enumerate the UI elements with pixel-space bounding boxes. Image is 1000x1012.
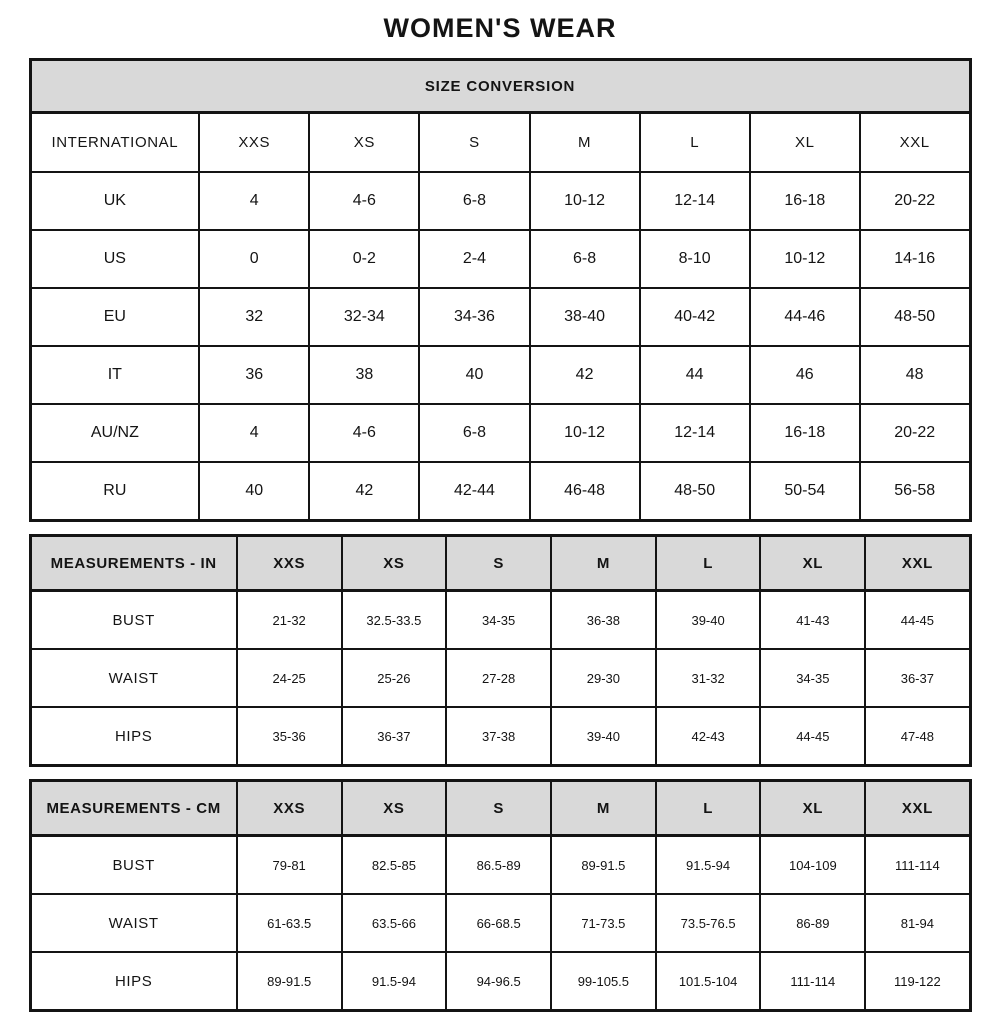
value-cell: 8-10 (640, 230, 750, 288)
value-cell: 89-91.5 (237, 952, 342, 1011)
value-cell: 0-2 (309, 230, 419, 288)
value-cell: 20-22 (860, 404, 970, 462)
value-cell: 4 (199, 172, 309, 230)
table-row (30, 894, 970, 952)
value-cell: 66-68.5 (446, 894, 551, 952)
page-title: WOMEN'S WEAR (383, 13, 617, 43)
size-conversion-title-row (30, 60, 970, 113)
value-cell: 37-38 (446, 707, 551, 766)
row-label: RU (30, 462, 199, 521)
value-cell: 86-89 (760, 894, 865, 952)
value-cell: 119-122 (865, 952, 970, 1011)
row-label: HIPS (30, 952, 237, 1011)
size-header-l: L (640, 113, 750, 173)
value-cell: 34-35 (446, 591, 551, 650)
value-cell: 34-35 (760, 649, 865, 707)
value-cell: 99-105.5 (551, 952, 656, 1011)
row-label: WAIST (30, 894, 237, 952)
value-cell: 56-58 (860, 462, 970, 521)
value-cell: 38-40 (530, 288, 640, 346)
table-row (30, 707, 970, 766)
value-cell: 44 (640, 346, 750, 404)
value-cell: 10-12 (530, 404, 640, 462)
row-label: BUST (30, 836, 237, 895)
table-row (30, 462, 970, 521)
value-cell: 46-48 (530, 462, 640, 521)
table-row (30, 230, 970, 288)
value-cell: 10-12 (750, 230, 860, 288)
value-cell: 41-43 (760, 591, 865, 650)
value-cell: 48-50 (640, 462, 750, 521)
table-row (30, 346, 970, 404)
value-cell: 25-26 (342, 649, 447, 707)
value-cell: 40 (199, 462, 309, 521)
measurements-cm-title: MEASUREMENTS - CM (30, 781, 237, 836)
row-label: EU (30, 288, 199, 346)
size-header-l: L (656, 781, 761, 836)
value-cell: 39-40 (551, 707, 656, 766)
value-cell: 0 (199, 230, 309, 288)
measurements-in-body (30, 591, 970, 766)
value-cell: 21-32 (237, 591, 342, 650)
value-cell: 44-46 (750, 288, 860, 346)
size-conversion-title: SIZE CONVERSION (30, 60, 970, 113)
size-header-xxs: XXS (237, 536, 342, 591)
row-label: AU/NZ (30, 404, 199, 462)
value-cell: 46 (750, 346, 860, 404)
value-cell: 27-28 (446, 649, 551, 707)
size-conversion-body (30, 172, 970, 521)
value-cell: 71-73.5 (551, 894, 656, 952)
value-cell: 6-8 (419, 172, 529, 230)
size-header-s: S (446, 781, 551, 836)
value-cell: 61-63.5 (237, 894, 342, 952)
row-label: US (30, 230, 199, 288)
value-cell: 44-45 (760, 707, 865, 766)
value-cell: 32.5-33.5 (342, 591, 447, 650)
row-label: BUST (30, 591, 237, 650)
value-cell: 36 (199, 346, 309, 404)
value-cell: 40-42 (640, 288, 750, 346)
size-header-xs: XS (342, 536, 447, 591)
table-row (30, 404, 970, 462)
size-header-s: S (419, 113, 529, 173)
measurements-cm-table (29, 779, 972, 1012)
row-label: WAIST (30, 649, 237, 707)
value-cell: 6-8 (419, 404, 529, 462)
value-cell: 36-37 (342, 707, 447, 766)
value-cell: 81-94 (865, 894, 970, 952)
row-label: UK (30, 172, 199, 230)
value-cell: 4-6 (309, 172, 419, 230)
row-label: HIPS (30, 707, 237, 766)
size-header-m: M (551, 781, 656, 836)
value-cell: 82.5-85 (342, 836, 447, 895)
value-cell: 111-114 (865, 836, 970, 895)
value-cell: 50-54 (750, 462, 860, 521)
value-cell: 35-36 (237, 707, 342, 766)
value-cell: 111-114 (760, 952, 865, 1011)
value-cell: 48 (860, 346, 970, 404)
value-cell: 16-18 (750, 404, 860, 462)
value-cell: 42-43 (656, 707, 761, 766)
value-cell: 12-14 (640, 404, 750, 462)
value-cell: 38 (309, 346, 419, 404)
table-row (30, 288, 970, 346)
measurements-in-header-row (30, 536, 970, 591)
value-cell: 42-44 (419, 462, 529, 521)
size-header-l: L (656, 536, 761, 591)
value-cell: 20-22 (860, 172, 970, 230)
value-cell: 32 (199, 288, 309, 346)
value-cell: 36-38 (551, 591, 656, 650)
value-cell: 10-12 (530, 172, 640, 230)
value-cell: 101.5-104 (656, 952, 761, 1011)
size-header-xxl: XXL (860, 113, 970, 173)
value-cell: 12-14 (640, 172, 750, 230)
value-cell: 91.5-94 (656, 836, 761, 895)
value-cell: 104-109 (760, 836, 865, 895)
value-cell: 4-6 (309, 404, 419, 462)
value-cell: 42 (309, 462, 419, 521)
size-header-xl: XL (760, 781, 865, 836)
measurements-cm-header-row (30, 781, 970, 836)
value-cell: 94-96.5 (446, 952, 551, 1011)
value-cell: 31-32 (656, 649, 761, 707)
value-cell: 40 (419, 346, 529, 404)
table-row (30, 591, 970, 650)
value-cell: 89-91.5 (551, 836, 656, 895)
value-cell: 79-81 (237, 836, 342, 895)
size-header-xxs: XXS (199, 113, 309, 173)
size-header-s: S (446, 536, 551, 591)
value-cell: 42 (530, 346, 640, 404)
size-header-m: M (551, 536, 656, 591)
value-cell: 6-8 (530, 230, 640, 288)
size-header-m: M (530, 113, 640, 173)
value-cell: 39-40 (656, 591, 761, 650)
table-row (30, 952, 970, 1011)
value-cell: 32-34 (309, 288, 419, 346)
value-cell: 91.5-94 (342, 952, 447, 1011)
value-cell: 63.5-66 (342, 894, 447, 952)
size-header-xl: XL (750, 113, 860, 173)
size-header-xxl: XXL (865, 781, 970, 836)
value-cell: 48-50 (860, 288, 970, 346)
value-cell: 86.5-89 (446, 836, 551, 895)
size-conversion-header-row (30, 113, 970, 173)
value-cell: 2-4 (419, 230, 529, 288)
value-cell: 47-48 (865, 707, 970, 766)
size-header-xs: XS (309, 113, 419, 173)
value-cell: 36-37 (865, 649, 970, 707)
value-cell: 29-30 (551, 649, 656, 707)
table-row (30, 649, 970, 707)
measurements-in-title: MEASUREMENTS - IN (30, 536, 237, 591)
value-cell: 73.5-76.5 (656, 894, 761, 952)
size-header-xxs: XXS (237, 781, 342, 836)
value-cell: 14-16 (860, 230, 970, 288)
row-label: IT (30, 346, 199, 404)
size-header-xs: XS (342, 781, 447, 836)
header-label-international: INTERNATIONAL (30, 113, 199, 173)
table-row (30, 172, 970, 230)
value-cell: 44-45 (865, 591, 970, 650)
value-cell: 24-25 (237, 649, 342, 707)
value-cell: 16-18 (750, 172, 860, 230)
table-row (30, 836, 970, 895)
value-cell: 34-36 (419, 288, 529, 346)
value-cell: 4 (199, 404, 309, 462)
size-header-xl: XL (760, 536, 865, 591)
size-conversion-table (29, 58, 972, 522)
size-header-xxl: XXL (865, 536, 970, 591)
measurements-in-table (29, 534, 972, 767)
measurements-cm-body (30, 836, 970, 1011)
